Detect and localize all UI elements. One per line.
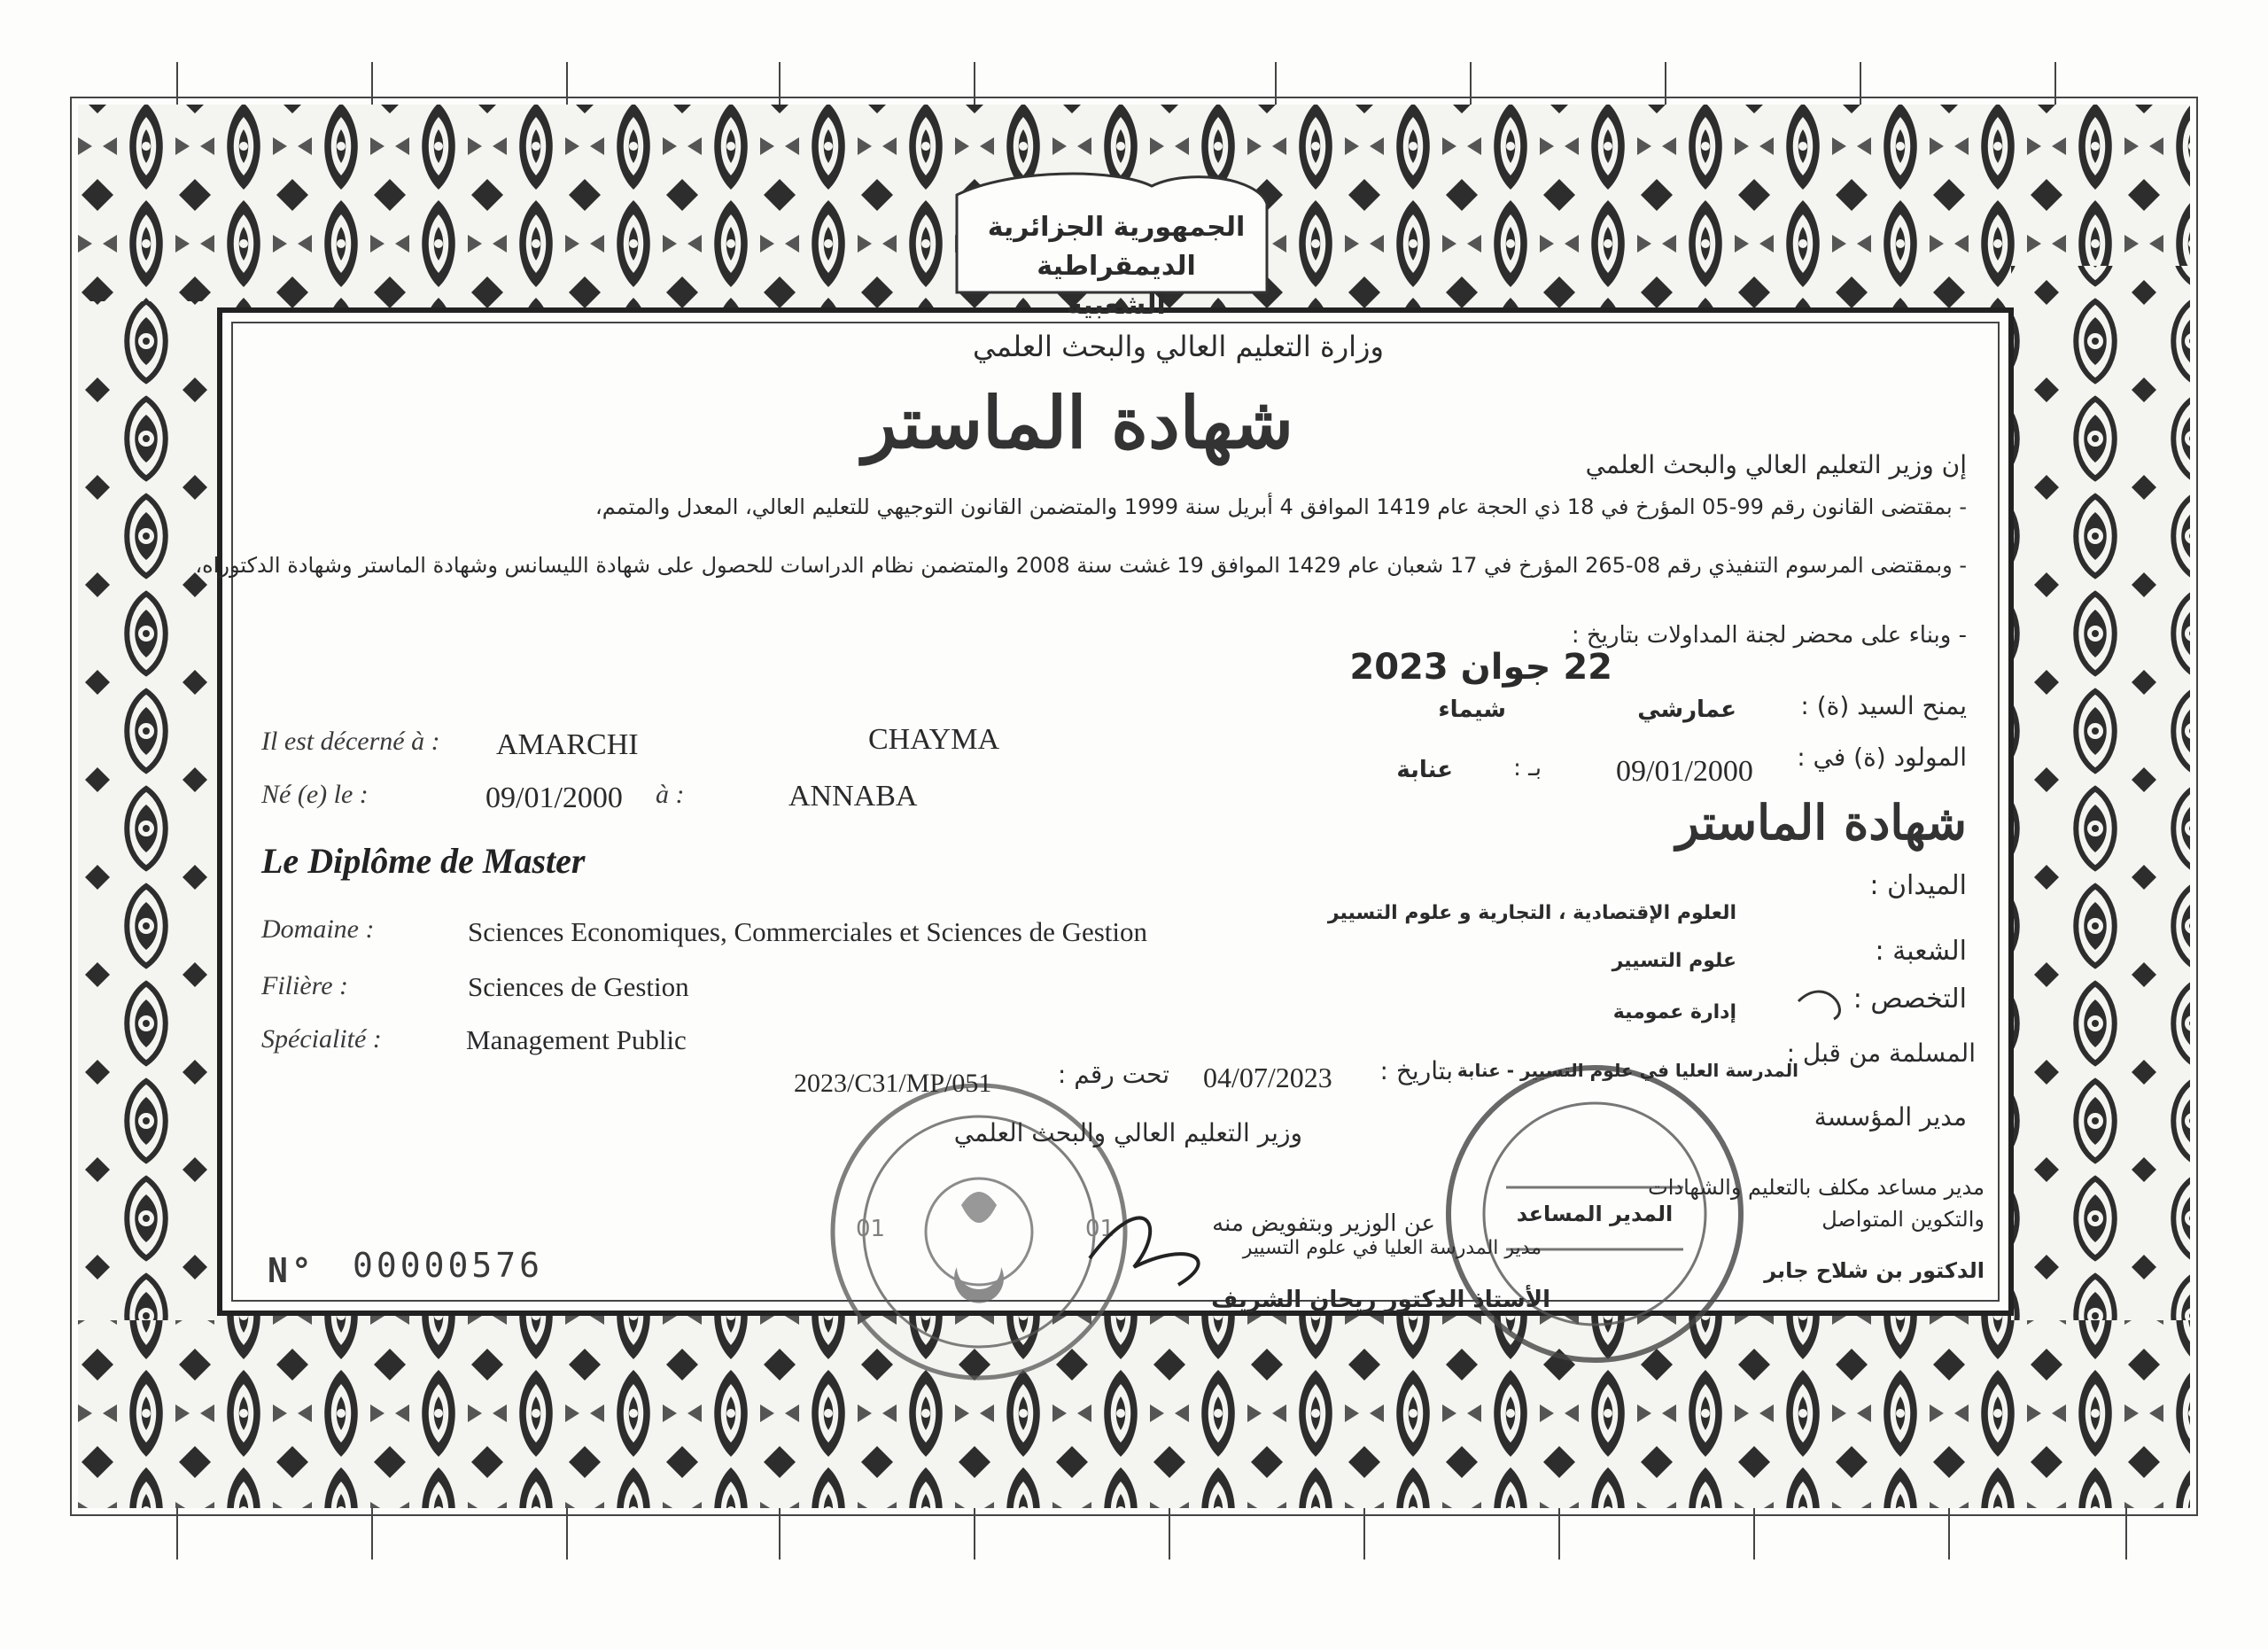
- preamble-line-1: إن وزير التعليم العالي والبحث العلمي: [1585, 450, 1967, 479]
- domain-value-fr: Sciences Economiques, Commerciales et Sciences de Gestion: [468, 916, 1148, 947]
- branch-label-ar: الشعبة :: [1875, 936, 1967, 967]
- last-name-ar: عمارشي: [1637, 696, 1736, 723]
- deliberation-date: 22 جوان 2023: [1349, 647, 1612, 688]
- preamble-line-2: - بمقتضى القانون رقم 99-05 المؤرخ في 18 ذي الحجة عام 1419 الموافق 4 أبريل سنة 1999 والمتضمن القانون التوجيهي للتعليم العالي، المعدل والمتمم،: [595, 494, 1967, 519]
- born-label-fr: Né (e) le :: [261, 780, 369, 809]
- diploma-title-ar: شهادة الماستر: [1675, 794, 1967, 851]
- stamp-center-text: المدير المساعد: [1516, 1202, 1674, 1226]
- at-label-fr: à :: [656, 780, 685, 809]
- border-right-band: [2011, 266, 2190, 1320]
- birth-date-fr: 09/01/2000: [485, 782, 623, 814]
- assistant-title: مدير مساعد مكلف بالتعليم والشهادات والتكوين المتواصل: [1648, 1175, 1984, 1232]
- delivered-by-value-ar: المدرسة العليا في علوم التسيير - عنابة: [1456, 1060, 1798, 1081]
- registration-number: 2023/C31/MP/051: [794, 1069, 992, 1098]
- specialite-value-fr: Management Public: [466, 1024, 687, 1055]
- preamble-line-4: - وبناء على محضر لجنة المداولات بتاريخ :: [1571, 622, 1967, 649]
- specialty-label-ar: التخصص :: [1852, 984, 1967, 1015]
- minister-name: الأستاذ الدكتور ريحان الشريف: [1211, 1287, 1550, 1313]
- delivered-by-label-ar: المسلمة من قبل :: [1786, 1038, 1976, 1068]
- serial-number: 00000576: [353, 1246, 544, 1285]
- filiere-value-fr: Sciences de Gestion: [468, 971, 689, 1002]
- birth-date-ar: 09/01/2000: [1616, 755, 1753, 788]
- specialite-label-fr: Spécialité :: [261, 1024, 382, 1054]
- first-name-ar: شيماء: [1438, 696, 1506, 723]
- director-label-ar: مدير المؤسسة: [1814, 1102, 1967, 1132]
- svg-text:01: 01: [1085, 1216, 1115, 1242]
- specialty-value-ar: إدارة عمومية: [1612, 1001, 1736, 1023]
- registration-date: 04/07/2023: [1203, 1062, 1332, 1093]
- branch-value-ar: علوم التسيير: [1612, 950, 1736, 972]
- under-number-label: تحت رقم :: [1057, 1060, 1169, 1089]
- preamble-line-3: - وبمقتضى المرسوم التنفيذي رقم 08-265 المؤرخ في 17 شعبان عام 1429 الموافق 19 غشت سنة 2008 والمتضمن نظام الدراسات للحصول على شهادة الليسانس وشهادة الماستر وشهادة الدكتوراه،: [195, 553, 1967, 578]
- awarded-label: Il est décerné à :: [261, 727, 440, 756]
- republic-header: الجمهورية الجزائرية الديمقراطية الشعبية: [987, 212, 1246, 321]
- at-label-ar: بـ :: [1513, 755, 1542, 782]
- registration-date-label: بتاريخ :: [1379, 1056, 1453, 1085]
- domain-label-fr: Domaine :: [261, 914, 375, 944]
- minister-delegation: عن الوزير وبتفويض منه: [1212, 1210, 1435, 1237]
- domain-value-ar: العلوم الإقتصادية ، التجارية و علوم التسيير: [1327, 902, 1736, 924]
- domain-label-ar: الميدان :: [1869, 870, 1967, 901]
- last-name-fr: AMARCHI: [496, 728, 639, 761]
- border-left-band: [78, 301, 220, 1320]
- minister-label: وزير التعليم العالي والبحث العلمي: [953, 1118, 1302, 1147]
- birth-place-ar: عنابة: [1396, 757, 1453, 783]
- serial-label: N°: [268, 1251, 315, 1290]
- first-name-fr: CHAYMA: [868, 723, 1000, 756]
- assistant-name: الدكتور بن شلاح جابر: [1764, 1258, 1984, 1283]
- border-bottom-band: [78, 1311, 2190, 1508]
- granted-label-ar: يمنح السيد (ة) :: [1800, 691, 1967, 720]
- birth-place-fr: ANNABA: [788, 780, 918, 813]
- filiere-label-fr: Filière :: [261, 971, 349, 1000]
- title-arabic: شهادة الماستر: [862, 381, 1293, 464]
- born-label-ar: المولود (ة) في :: [1797, 743, 1967, 772]
- svg-text:01: 01: [856, 1216, 886, 1242]
- ministry-header: وزارة التعليم العالي والبحث العلمي: [973, 330, 1384, 363]
- minister-role: مدير المدرسة العليا في علوم التسيير: [1242, 1237, 1542, 1259]
- diploma-title-fr: Le Diplôme de Master: [261, 841, 586, 881]
